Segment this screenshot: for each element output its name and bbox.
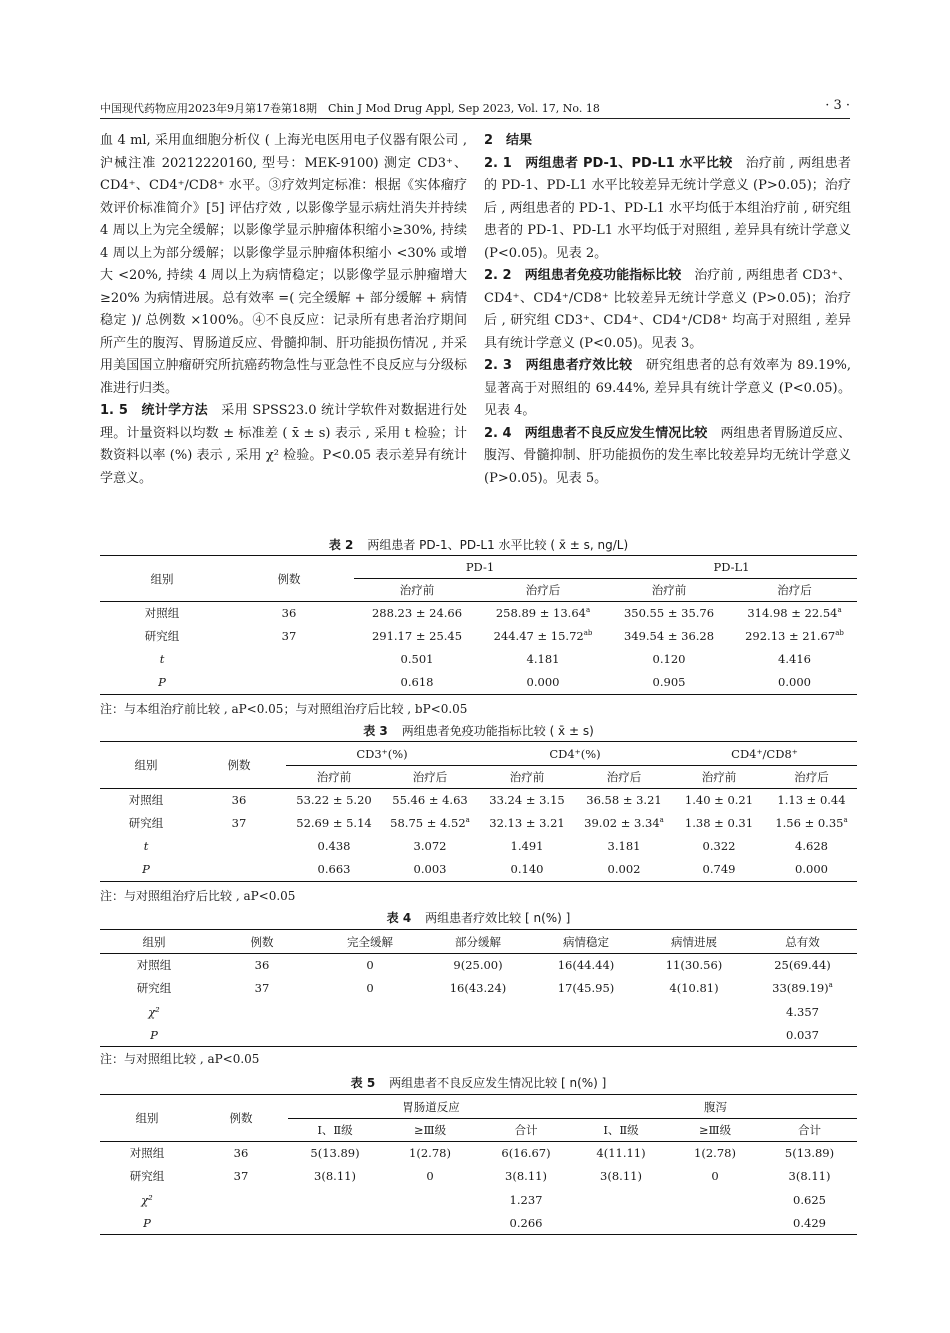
cell: 3(8.11) — [314, 1169, 356, 1183]
table-4-caption: 两组患者疗效比较 [ n(%) ] — [425, 911, 571, 925]
header-n: 例数 — [192, 742, 286, 789]
cell: 5(13.89) — [310, 1146, 360, 1161]
cell-superscript: a — [843, 816, 848, 825]
cell-n: 37 — [233, 1169, 249, 1183]
table-2-title — [100, 536, 857, 553]
cell — [574, 1188, 668, 1212]
header-grade-3: ≥Ⅲ级 — [382, 1119, 478, 1142]
cell-n — [208, 1024, 316, 1047]
header-after: 治疗后 — [766, 766, 857, 789]
cell — [382, 1188, 478, 1212]
cell-group: 对照组 — [129, 1146, 165, 1161]
section-1-5-text: 采用 SPSS23.0 统计学软件对数据进行处理。计量资料以均数 ± 标准差 ( x̄ ± s) 表示 , 采用 t 检验；计数资料以率 (%) 表示 , 采用 χ² 检验。P<0.05 表示差异有统计学意义。 — [100, 403, 468, 486]
cell: 9(25.00) — [453, 958, 503, 973]
section-2-2-text: 治疗前 , 两组患者 CD3⁺、CD4⁺、CD4⁺/CD8⁺ 比较差异无统计学意义 (P>0.05)；治疗后 , 研究组 CD3⁺、CD4⁺、CD4⁺/CD8⁺ 均高于对照组 , 差异具有统计学意义 (P<0.05)。见表 3。 — [484, 268, 851, 351]
cell-n: 36 — [281, 606, 297, 621]
cell: 0.905 — [606, 671, 732, 695]
cell-group: 对照组 — [128, 793, 164, 808]
header-grade-1-2: Ⅰ、Ⅱ级 — [288, 1119, 382, 1142]
cell: 1.38 ± 0.31 — [684, 816, 754, 830]
methods-paragraph: 血 4 ml, 采用血细胞分析仪 ( 上海光电医用电子仪器有限公司 , 沪械注准 20212220160, 型号：MEK-9100) 测定 CD3⁺、CD4⁺、CD4⁺/CD8⁺ 水平。③疗效判定标准：根据《实体瘤疗效评价标准简介》[5] 评估疗效 , 以影像学显示病灶消失并持续 4 周以上为完全缓解；以影像学显示肿瘤体积缩小≥30%, 持续 4 周以上为部分缓解；以影像学显示肿瘤体积缩小 <30% 或增大 <20%, 持续 4 周以上为病情稳定；以影像学显示肿瘤增大≥20% 为病情进展。总有效率 =( 完全缓解 + 部分缓解 + 病情稳定 )/ 总例数 ×100%。④不良反应：记录所有患者治疗期间所产生的腹泻、胃肠道反应、骨髓抑制、肝功能损伤情况 , 并采用美国国立肿瘤研究所抗癌药物急性与亚急性不良反应与分级标准进行归类。 — [100, 133, 467, 396]
table-3-label: 表 3 — [363, 724, 388, 738]
cell: 291.17 ± 25.45 — [371, 629, 463, 643]
cell: 53.22 ± 5.20 — [296, 793, 372, 808]
cell-group: 研究组 — [128, 816, 164, 830]
journal-info: 中国现代药物应用2023年9月第17卷第18期 Chin J Mod Drug Appl, Sep 2023, Vol. 17, No. 18 — [100, 102, 600, 115]
cell: 0.140 — [478, 858, 576, 882]
cell: 0.322 — [702, 839, 736, 853]
cell — [668, 1212, 762, 1235]
cell: 4.628 — [795, 839, 828, 853]
header-cd3: CD3⁺(%) — [286, 742, 478, 766]
cell: 349.54 ± 36.28 — [623, 629, 715, 643]
cell: 1.491 — [510, 839, 544, 853]
cell-n — [192, 858, 286, 882]
cell: 0.000 — [732, 671, 857, 695]
header-progression: 病情进展 — [640, 930, 748, 954]
cell-n: 36 — [254, 958, 270, 973]
table-row — [100, 625, 857, 648]
header-partial-remission: 部分缓解 — [424, 930, 532, 954]
cell: 11(30.56) — [665, 958, 723, 973]
cell-n: 37 — [231, 816, 247, 830]
cell — [640, 1024, 748, 1047]
section-2-4-text: 两组患者胃肠道反应、腹泻、骨髓抑制、肝功能损伤的发生率比较差异均无统计学意义 (P>0.05)。见表 5。 — [484, 425, 851, 486]
cell-group: P — [100, 1212, 194, 1235]
header-before: 治疗前 — [286, 766, 382, 789]
result-2-2 — [484, 265, 851, 355]
cell — [288, 1212, 382, 1235]
cell — [288, 1188, 382, 1212]
cell-superscript: a — [837, 606, 842, 615]
header-stable-disease: 病情稳定 — [532, 930, 640, 954]
cell-superscript: a — [585, 606, 591, 615]
cell: 0.120 — [652, 652, 686, 666]
cell: 6(16.67) — [501, 1146, 551, 1161]
cell: 33.24 ± 3.15 — [489, 793, 565, 808]
table-row — [100, 1212, 857, 1235]
header-before: 治疗前 — [672, 766, 766, 789]
header-total-effective: 总有效 — [748, 930, 857, 954]
cell-value: 314.98 ± 22.54 — [747, 606, 838, 621]
table-3 — [100, 741, 857, 882]
cell-n — [208, 1000, 316, 1024]
cell: 1.237 — [509, 1192, 543, 1207]
header-total: 合计 — [478, 1119, 574, 1142]
cell — [576, 812, 672, 835]
stats-paragraph — [100, 400, 467, 490]
cell — [576, 789, 672, 812]
cell — [316, 1024, 424, 1047]
cell — [532, 1024, 640, 1047]
header-after: 治疗后 — [576, 766, 672, 789]
cell-superscript: ab — [583, 629, 593, 638]
table-3-note: 注：与对照组治疗后比较 , aP<0.05 — [100, 889, 296, 903]
cell: 0.663 — [286, 858, 382, 882]
cell-value: 292.13 ± 21.67 — [745, 629, 836, 643]
section-2-4-heading: 2. 4 两组患者不良反应发生情况比较 — [484, 425, 708, 441]
result-2-3 — [484, 355, 851, 423]
cell — [748, 954, 857, 977]
cell: 0.000 — [480, 671, 606, 695]
cell-n — [224, 671, 354, 695]
cell-group: 研究组 — [129, 1169, 165, 1183]
header-grade-1-2: Ⅰ、Ⅱ级 — [574, 1119, 668, 1142]
section-2-1-text: 治疗前 , 两组患者的 PD-1、PD-L1 水平比较差异无统计学意义 (P>0.05)；治疗后 , 两组患者的 PD-1、PD-L1 水平均低于本组治疗前 , 研究组患者的 PD-1、PD-L1 水平均低于对照组 , 差异具有统计学意义 (P<0.05)。见表 2。 — [484, 155, 851, 261]
cell: 4(11.11) — [596, 1146, 646, 1161]
cell — [382, 812, 478, 835]
cell-value: 58.75 ± 4.52 — [390, 816, 466, 830]
table-row — [100, 1024, 857, 1047]
table-5 — [100, 1094, 857, 1235]
section-2-3-text: 研究组患者的总有效率为 89.19%, 显著高于对照组的 69.44%, 差异具有统计学意义 (P<0.05)。见表 4。 — [484, 358, 851, 418]
table-row — [100, 858, 857, 882]
cell — [766, 812, 857, 835]
cell-n: 37 — [281, 629, 297, 643]
cell-n: 36 — [231, 793, 247, 808]
header-before: 治疗前 — [606, 579, 732, 602]
left-column — [100, 130, 467, 490]
table-4 — [100, 929, 857, 1047]
section-2-2-heading: 2. 2 两组患者免疫功能指标比较 — [484, 268, 682, 283]
header-after: 治疗后 — [480, 579, 606, 602]
cell-group: χ² — [141, 1192, 153, 1207]
cell-value: 244.47 ± 15.72 — [493, 629, 584, 643]
header-n: 例数 — [194, 1095, 288, 1142]
cell-superscript: a — [465, 816, 470, 825]
cell-n — [194, 1188, 288, 1212]
cell: 17(45.95) — [557, 981, 615, 995]
cell: 32.13 ± 3.21 — [489, 816, 565, 830]
table-row — [100, 789, 857, 812]
cell-n — [194, 1212, 288, 1235]
cell: 3.181 — [607, 839, 641, 853]
header-after: 治疗后 — [382, 766, 478, 789]
cell-value: 1.13 ± 0.44 — [777, 793, 846, 808]
cell: 0 — [366, 981, 374, 995]
header-pdl1: PD-L1 — [606, 556, 857, 579]
cell — [766, 789, 857, 812]
cell: 5(13.89) — [784, 1146, 835, 1161]
cell-group: t — [159, 652, 165, 666]
cell — [480, 602, 606, 625]
cell-value: 55.46 ± 4.63 — [392, 793, 468, 808]
header-cd4: CD4⁺(%) — [478, 742, 672, 766]
table-row — [100, 1000, 857, 1024]
section-2-3-heading: 2. 3 两组患者疗效比较 — [484, 358, 633, 373]
cell: 1(2.78) — [694, 1146, 736, 1161]
header-total: 合计 — [762, 1119, 857, 1142]
result-2-4 — [484, 423, 851, 491]
table-row — [100, 954, 857, 977]
cell: 0.002 — [576, 858, 672, 882]
table-3-title — [100, 722, 857, 739]
cell: 0 — [366, 958, 374, 973]
cell — [480, 625, 606, 648]
cell: 0.000 — [766, 858, 857, 882]
cell-group: 对照组 — [144, 606, 180, 621]
cell: 3(8.11) — [788, 1169, 831, 1183]
cell: 3(8.11) — [505, 1169, 547, 1183]
table-3-caption: 两组患者免疫功能指标比较 ( x̄ ± s) — [401, 724, 594, 738]
table-row — [100, 648, 857, 671]
header-pd1: PD-1 — [354, 556, 606, 579]
cell: 0.429 — [762, 1212, 857, 1235]
cell — [424, 1000, 532, 1024]
cell-n — [192, 835, 286, 858]
cell: 0.003 — [382, 858, 478, 882]
cell — [732, 625, 857, 648]
table-5-title — [100, 1074, 857, 1091]
table-row — [100, 1188, 857, 1212]
cell: 16(43.24) — [449, 981, 507, 995]
cell-value: 1.56 ± 0.35 — [775, 816, 844, 830]
header-n: 例数 — [208, 930, 316, 954]
header-group: 组别 — [100, 556, 224, 602]
cell-value: 25(69.44) — [774, 958, 831, 973]
cell: 0.749 — [672, 858, 766, 882]
table-row — [100, 977, 857, 1000]
running-header — [100, 96, 850, 119]
cell — [732, 602, 857, 625]
cell: 0 — [711, 1169, 719, 1183]
cell: 0.618 — [354, 671, 480, 695]
header-gi-reaction: 胃肠道反应 — [288, 1095, 574, 1119]
cell-group: P — [100, 1024, 208, 1047]
table-4-note: 注：与对照组比较 , aP<0.05 — [100, 1052, 260, 1066]
header-diarrhea: 腹泻 — [574, 1095, 857, 1119]
cell: 0 — [426, 1169, 434, 1183]
table-row — [100, 1142, 857, 1165]
cell — [382, 1212, 478, 1235]
table-row — [100, 812, 857, 835]
header-complete-remission: 完全缓解 — [316, 930, 424, 954]
cell — [532, 1000, 640, 1024]
cell: 4.416 — [778, 652, 811, 666]
header-group: 组别 — [100, 742, 192, 789]
cell-group: t — [143, 839, 149, 853]
cell: 52.69 ± 5.14 — [296, 816, 372, 830]
table-2-caption: 两组患者 PD-1、PD-L1 水平比较 ( x̄ ± s, ng/L) — [367, 538, 629, 552]
table-4-label: 表 4 — [386, 911, 412, 925]
table-row — [100, 602, 857, 625]
cell: 4(10.81) — [669, 981, 719, 995]
header-cd4-cd8: CD4⁺/CD8⁺ — [672, 742, 857, 766]
section-2-1-heading: 2. 1 两组患者 PD-1、PD-L1 水平比较 — [484, 155, 733, 171]
table-4-title — [100, 909, 857, 926]
cell — [640, 1000, 748, 1024]
cell: 3.072 — [413, 839, 447, 853]
cell: 4.357 — [786, 1004, 819, 1019]
cell — [748, 977, 857, 1000]
header-group: 组别 — [100, 1095, 194, 1142]
cell-n — [224, 648, 354, 671]
header-before: 治疗前 — [354, 579, 480, 602]
cell-n: 37 — [254, 981, 270, 995]
table-row — [100, 671, 857, 695]
section-1-5-heading: 1. 5 统计学方法 — [100, 403, 208, 418]
cell-superscript: ab — [835, 629, 844, 638]
cell: 288.23 ± 24.66 — [371, 606, 463, 621]
cell-group: 对照组 — [136, 958, 172, 973]
cell-n: 36 — [233, 1146, 249, 1161]
cell: 1(2.78) — [409, 1146, 451, 1161]
cell-group: P — [100, 671, 224, 695]
table-2 — [100, 555, 857, 695]
cell — [316, 1000, 424, 1024]
cell: 0.501 — [400, 652, 434, 666]
cell — [668, 1188, 762, 1212]
right-column — [484, 130, 851, 490]
cell: 16(44.44) — [557, 958, 615, 973]
table-row — [100, 1165, 857, 1188]
table-5-label: 表 5 — [350, 1076, 376, 1090]
cell: 0.438 — [317, 839, 351, 853]
results-heading: 2 结果 — [484, 133, 533, 148]
cell — [574, 1212, 668, 1235]
cell-value: 33(89.19) — [772, 981, 829, 995]
header-n: 例数 — [224, 556, 354, 602]
cell-superscript: a — [828, 981, 833, 990]
cell-group: 研究组 — [144, 629, 180, 643]
cell: 3(8.11) — [600, 1169, 642, 1183]
cell-value: 258.89 ± 13.64 — [495, 606, 586, 621]
header-grade-3: ≥Ⅲ级 — [668, 1119, 762, 1142]
table-2-label: 表 2 — [328, 538, 354, 552]
cell: 0.266 — [478, 1212, 574, 1235]
cell — [424, 1024, 532, 1047]
cell: 1.40 ± 0.21 — [684, 793, 754, 808]
result-2-1 — [484, 153, 851, 266]
cell: 350.55 ± 35.76 — [623, 606, 715, 621]
header-after: 治疗后 — [732, 579, 857, 602]
cell-group: P — [100, 858, 192, 882]
cell-value: 36.58 ± 3.21 — [586, 793, 662, 808]
cell: 4.181 — [526, 652, 560, 666]
cell: 0.037 — [748, 1024, 857, 1047]
table-5-caption: 两组患者不良反应发生情况比较 [ n(%) ] — [389, 1076, 607, 1090]
cell — [382, 789, 478, 812]
cell: 0.625 — [793, 1192, 826, 1207]
cell-group: χ² — [148, 1004, 160, 1019]
cell-value: 39.02 ± 3.34 — [584, 816, 660, 830]
cell-superscript: a — [659, 816, 664, 825]
table-row — [100, 835, 857, 858]
table-2-note: 注：与本组治疗前比较 , aP<0.05；与对照组治疗后比较 , bP<0.05 — [100, 702, 468, 716]
header-group: 组别 — [100, 930, 208, 954]
cell-group: 研究组 — [136, 981, 172, 995]
header-before: 治疗前 — [478, 766, 576, 789]
page-number: · 3 · — [825, 98, 850, 113]
